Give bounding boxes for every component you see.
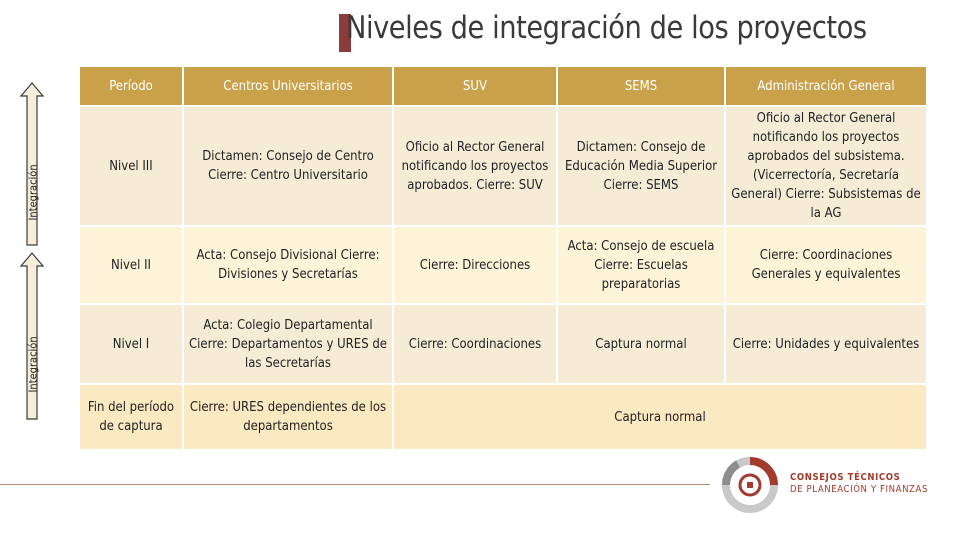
cu-cell: Acta: Consejo Divisional Cierre: Divisiones y Secretarías [184, 227, 392, 303]
period-cell: Nivel III [80, 107, 182, 225]
integration-label-bottom: Integración [26, 336, 40, 393]
cu-cell: Cierre: URES dependientes de los departamentos [184, 385, 392, 449]
table-row [80, 227, 926, 303]
suv-cell: Cierre: Coordinaciones [394, 305, 556, 383]
table-header-row [80, 67, 926, 105]
cu-cell: Dictamen: Consejo de Centro Cierre: Centro Universitario [184, 107, 392, 225]
suv-cell: Cierre: Direcciones [394, 227, 556, 303]
header-administracion-general: Administración General [726, 67, 926, 105]
integration-levels-table [78, 65, 928, 451]
sems-cell: Captura normal [558, 305, 724, 383]
table-row [80, 305, 926, 383]
table-row [80, 385, 926, 449]
logo-line2: DE PLANEACIÓN Y FINANZAS [790, 484, 928, 495]
logo-line1: CONSEJOS TÉCNICOS [790, 472, 901, 483]
integration-label-top: Integración [26, 164, 40, 221]
header-suv: SUV [394, 67, 556, 105]
header-sems: SEMS [558, 67, 724, 105]
ag-cell: Oficio al Rector General notificando los proyectos aprobados del subsistema. (Vicerrectoría, Secretaría General) Cierre: Subsistemas de la AG [726, 107, 926, 225]
sems-cell: Dictamen: Consejo de Educación Media Superior Cierre: SEMS [558, 107, 724, 225]
consejos-tecnicos-logo-icon [721, 456, 779, 514]
header-centros-universitarios: Centros Universitarios [184, 67, 392, 105]
sems-cell: Acta: Consejo de escuela Cierre: Escuelas preparatorias [558, 227, 724, 303]
header-period: Período [80, 67, 182, 105]
cu-cell: Acta: Colegio Departamental Cierre: Departamentos y URES de las Secretarías [184, 305, 392, 383]
ag-cell: Cierre: Unidades y equivalentes [726, 305, 926, 383]
period-cell: Nivel II [80, 227, 182, 303]
suv-cell: Oficio al Rector General notificando los proyectos aprobados. Cierre: SUV [394, 107, 556, 225]
ag-cell: Cierre: Coordinaciones Generales y equivalentes [726, 227, 926, 303]
period-cell: Fin del período de captura [80, 385, 182, 449]
page-title: Niveles de integración de los proyectos [346, 10, 867, 46]
footer-divider [0, 484, 710, 485]
period-cell: Nivel I [80, 305, 182, 383]
table-row [80, 107, 926, 225]
remaining-cell: Captura normal [394, 385, 926, 449]
